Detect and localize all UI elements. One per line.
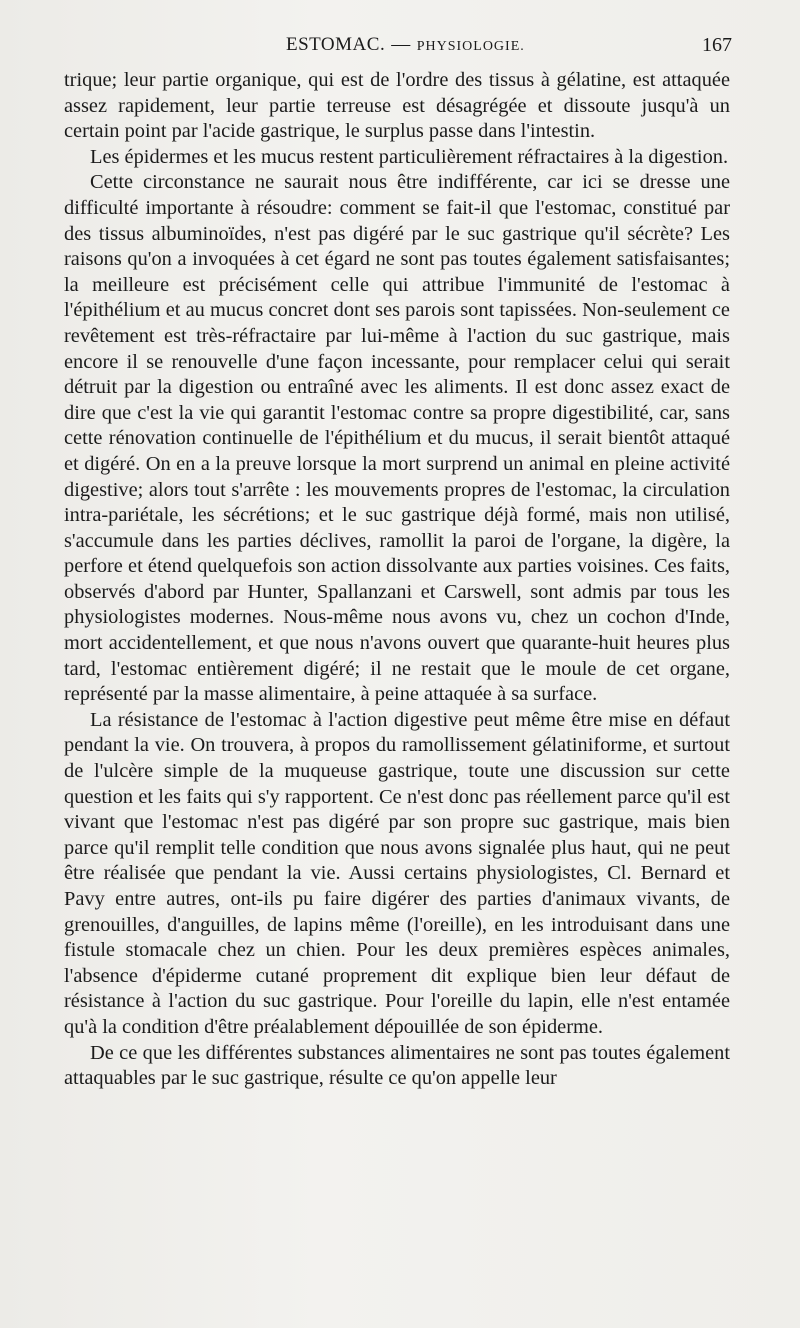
paragraph: De ce que les différentes substances alimentaires ne sont pas toutes également attaquables par le suc gastrique, résulte ce qu'on appelle leur <box>64 1041 730 1090</box>
running-head-subtitle: PHYSIOLOGIE. <box>416 39 525 54</box>
paragraph: trique; leur partie organique, qui est de l'ordre des tissus à gélatine, est attaquée assez rapidement, leur partie terreuse est désagrégée et dissoute jusqu'à un certain point par l'acide gastrique, le surplus passe dans l'intestin. <box>64 69 730 143</box>
page-header <box>64 30 730 62</box>
running-head-title: ESTOMAC. <box>286 34 386 55</box>
running-head-separator: — <box>391 34 411 55</box>
page-number: 167 <box>702 34 732 56</box>
paragraph: La résistance de l'estomac à l'action digestive peut même être mise en défaut pendant la vie. On trouvera, à propos du ramollissement gélatiniforme, et surtout de l'ulcère simple de la muqueuse gastrique, toute une discussion sur cette question et les faits qui s'y rapportent. Ce n'est donc pas réellement parce qu'il est vivant que l'estomac n'est pas digéré par son propre suc gastrique, mais bien parce qu'il remplit telle condition que nous avons signalée plus haut, qui ne peut être réalisée que pendant la vie. Aussi certains physiologistes, Cl. Bernard et Pavy entre autres, ont-ils pu faire digérer des parties d'animaux vivants, de grenouilles, d'anguilles, de lapins même (l'oreille), en les introduisant dans une fistule stomacale chez un chien. Pour les deux premières espèces animales, l'absence d'épiderme cutané proprement dit explique bien leur défaut de résistance à l'action du suc gastrique. Pour l'oreille du lapin, elle n'est entamée qu'à la condition d'être préalablement dépouillée de son épiderme. <box>64 708 730 1038</box>
paragraph: Les épidermes et les mucus restent particulièrement réfractaires à la digestion. <box>90 145 729 168</box>
running-head <box>286 34 525 56</box>
paragraph: Cette circonstance ne saurait nous être indifférente, car ici se dresse une difficulté importante à résoudre: comment se fait-il que l'estomac, constitué par des tissus albuminoïdes, n'est pas digéré par le suc gastrique qu'il sécrète? Les raisons qu'on a invoquées à cet égard ne sont pas toutes également satisfaisantes; la meilleure est précisément celle qui attribue l'immunité de l'estomac à l'épithélium et au mucus concret dont ses parois sont tapissées. Non-seulement ce revêtement est très-réfractaire par lui-même à l'action du suc gastrique, mais encore il se renouvelle d'une façon incessante, pour remplacer celui qui serait détruit par la digestion ou entraîné avec les aliments. Il est donc assez exact de dire que c'est la vie qui garantit l'estomac contre sa propre digestibilité, car, sans cette rénovation continuelle de l'épithélium et du mucus, il serait bientôt attaqué et digéré. On en a la preuve lorsque la mort surprend un animal en pleine activité digestive; alors tout s'arrête : les mouvements propres de l'estomac, la circulation intra-pariétale, les sécrétions; et le suc gastrique déjà formé, mais non utilisé, s'accumule dans les parties déclives, ramollit la paroi de l'organe, la digère, la perfore et étend quelquefois son action dissolvante aux parties voisines. Ces faits, observés d'abord par Hunter, Spallanzani et Carswell, sont admis par tous les physiologistes modernes. Nous-même nous avons vu, chez un cochon d'Inde, mort accidentellement, et que nous n'avons ouvert que quarante-huit heures plus tard, l'estomac entièrement digéré; il ne restait que le moule de cet organe, représenté par la masse alimentaire, à peine attaquée à sa surface. <box>64 171 730 706</box>
body-text <box>64 68 730 1092</box>
